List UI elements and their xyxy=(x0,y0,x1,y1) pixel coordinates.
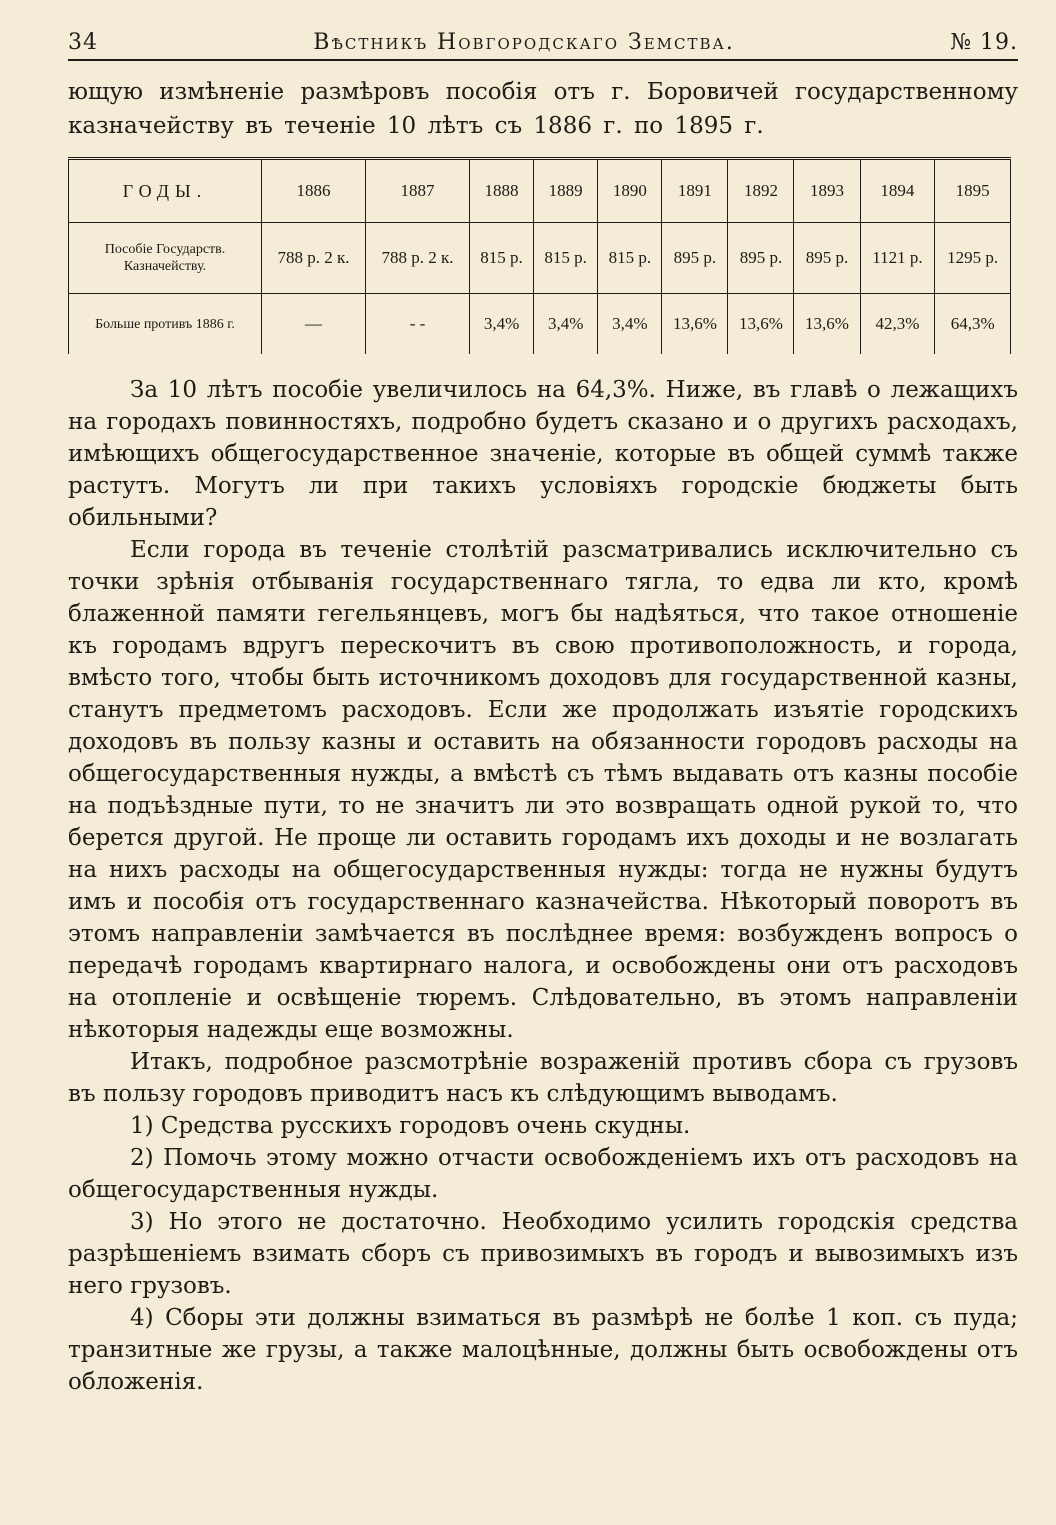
year-cell: 1892 xyxy=(728,159,794,223)
subsidy-cell: 815 р. xyxy=(534,223,598,294)
year-cell: 1886 xyxy=(262,159,366,223)
year-cell: 1888 xyxy=(469,159,533,223)
table-row-subsidy xyxy=(69,223,1011,294)
subsidy-cell: 815 р. xyxy=(598,223,662,294)
page-number: 34 xyxy=(68,30,98,55)
issue-number: № 19. xyxy=(950,30,1018,55)
page xyxy=(68,30,1018,1398)
year-cell: 1887 xyxy=(365,159,469,223)
increase-cell: 3,4% xyxy=(534,294,598,355)
year-cell: 1891 xyxy=(662,159,728,223)
subsidy-cell: 895 р. xyxy=(662,223,728,294)
year-cell: 1889 xyxy=(534,159,598,223)
journal-title: Вѣстникъ Новгородскаго Земства. xyxy=(313,30,735,55)
paragraph: 1) Средства русскихъ городовъ очень скудны. xyxy=(130,1113,691,1139)
increase-row-label: Больше противъ 1886 г. xyxy=(69,294,262,355)
year-cell: 1895 xyxy=(935,159,1011,223)
subsidy-cell: 1121 р. xyxy=(860,223,935,294)
paragraph: Итакъ, подробное разсмотрѣніе возраженій противъ сбора съ грузовъ въ пользу городовъ приводитъ насъ къ слѣдующимъ выводамъ. xyxy=(68,1049,1018,1107)
increase-cell: — xyxy=(262,294,366,355)
increase-cell: 13,6% xyxy=(794,294,860,355)
subsidy-table xyxy=(68,157,1011,354)
paragraph: 3) Но этого не достаточно. Необходимо усилить городскія средства разрѣшеніемъ взимать сборъ съ привозимыхъ въ городъ и вывозимыхъ изъ него грузовъ. xyxy=(68,1209,1018,1299)
table-header-row xyxy=(69,159,1011,223)
increase-cell: 13,6% xyxy=(728,294,794,355)
increase-cell: - - xyxy=(365,294,469,355)
year-cell: 1894 xyxy=(860,159,935,223)
year-cell: 1893 xyxy=(794,159,860,223)
increase-cell: 3,4% xyxy=(598,294,662,355)
intro-text: ющую измѣненіе размѣровъ пособія отъ г. Боровичей государственному казначейству въ теченіе 10 лѣтъ съ 1886 г. по 1895 г. xyxy=(68,79,1018,139)
paragraph: 4) Сборы эти должны взиматься въ размѣрѣ не болѣе 1 коп. съ пуда; транзитные же грузы, а также малоцѣнные, должны быть освобождены отъ обложенія. xyxy=(68,1305,1018,1395)
subsidy-cell: 788 р. 2 к. xyxy=(365,223,469,294)
increase-cell: 13,6% xyxy=(662,294,728,355)
table-row-increase xyxy=(69,294,1011,355)
subsidy-cell: 788 р. 2 к. xyxy=(262,223,366,294)
increase-cell: 64,3% xyxy=(935,294,1011,355)
paragraph: За 10 лѣтъ пособіе увеличилось на 64,3%. Ниже, въ главѣ о лежащихъ на городахъ повинностяхъ, подробно будетъ сказано и о другихъ расходахъ, имѣющихъ общегосударственное значеніе, которые въ общей суммѣ также растутъ. Могутъ ли при такихъ условіяхъ городскіе бюджеты быть обильными? xyxy=(68,377,1018,531)
subsidy-row-label: Пособіе Государств. Казначейству. xyxy=(69,223,262,294)
paragraph: Если города въ теченіе столѣтій разсматривались исключительно съ точки зрѣнія отбыванія государственнаго тягла, то едва ли кто, кромѣ блаженной памяти гегельянцевъ, могъ бы надѣяться, что такое отношеніе къ городамъ вдругъ перескочитъ въ свою противоположность, и города, вмѣсто того, чтобы быть источникомъ доходовъ для государственной казны, станутъ предметомъ расходовъ. Если же продолжать изъятіе городскихъ доходовъ въ пользу казны и оставить на обязанности городовъ расходы на общегосударственныя нужды, а вмѣстѣ съ тѣмъ выдавать отъ казны пособіе на подъѣздные пути, то не значитъ ли это возвращать одной рукой то, что берется другой. Не проще ли оставить городамъ ихъ доходы и не возлагать на нихъ расходы на общегосударственныя нужды: тогда не нужны будутъ имъ и пособія отъ государственнаго казначейства. Нѣкоторый поворотъ въ этомъ направленіи замѣчается въ послѣднее время: возбужденъ вопросъ о передачѣ городамъ квартирнаго налога, и освобождены они отъ расходовъ на отопленіе и освѣщеніе тюремъ. Слѣдовательно, въ этомъ направленіи нѣкоторыя надежды еще возможны. xyxy=(68,537,1018,1043)
running-header xyxy=(68,30,1018,61)
increase-cell: 3,4% xyxy=(469,294,533,355)
paragraph: 2) Помочь этому можно отчасти освобожденіемъ ихъ отъ расходовъ на общегосударственныя нужды. xyxy=(68,1145,1018,1203)
years-label: ГОДЫ. xyxy=(69,159,262,223)
subsidy-cell: 815 р. xyxy=(469,223,533,294)
subsidy-cell: 1295 р. xyxy=(935,223,1011,294)
body-text xyxy=(68,374,1018,1398)
increase-cell: 42,3% xyxy=(860,294,935,355)
subsidy-cell: 895 р. xyxy=(728,223,794,294)
subsidy-cell: 895 р. xyxy=(794,223,860,294)
year-cell: 1890 xyxy=(598,159,662,223)
